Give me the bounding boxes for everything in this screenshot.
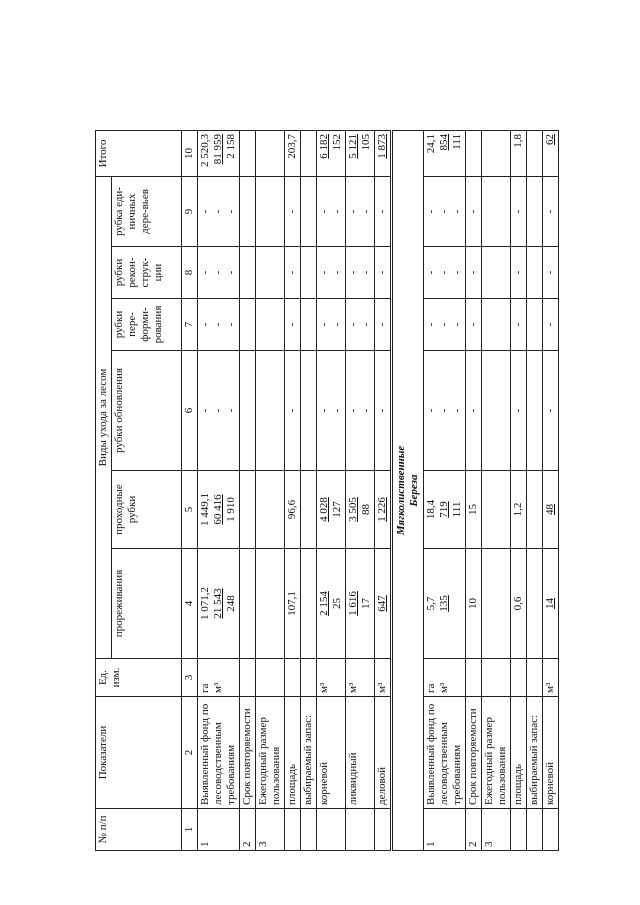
cell-col5: 1 449,1 60 416 1 910 bbox=[198, 471, 240, 549]
colnum: 3 bbox=[182, 659, 198, 697]
cell-col7: - bbox=[466, 299, 482, 351]
cell-col4: 10 bbox=[466, 549, 482, 659]
table-row bbox=[346, 131, 375, 851]
row-name: Ежегодный размер пользования bbox=[482, 697, 511, 809]
cell-col9: - - bbox=[346, 177, 375, 247]
row-name: корневой bbox=[543, 697, 559, 809]
cell-col8: - bbox=[466, 247, 482, 299]
table-row bbox=[424, 131, 466, 851]
cell-col4: 5,7 135 bbox=[424, 549, 466, 659]
colnum: 7 bbox=[182, 299, 198, 351]
cell-col9: - bbox=[466, 177, 482, 247]
row-unit bbox=[198, 659, 240, 697]
row-name: площадь bbox=[511, 697, 527, 809]
cell-col8: - - bbox=[317, 247, 346, 299]
cell-col5: 15 bbox=[466, 471, 482, 549]
table-row bbox=[317, 131, 346, 851]
cell-total: 5 121 105 bbox=[346, 131, 375, 177]
cell-col4: 1 616 17 bbox=[346, 549, 375, 659]
cell-col4: 0,6 bbox=[511, 549, 527, 659]
header-unit: Ед. изм. bbox=[96, 659, 182, 697]
cell-col9: - - - bbox=[424, 177, 466, 247]
cell-total: 62 bbox=[543, 131, 559, 177]
column-number-row bbox=[182, 131, 198, 851]
cell-col6: - bbox=[466, 351, 482, 471]
cell-col9: - bbox=[375, 177, 392, 247]
header-col9: рубка еди-ничных дере-вьев bbox=[112, 177, 182, 247]
header-col4: прореживания bbox=[112, 549, 182, 659]
cell-col5: 18,4 719 111 bbox=[424, 471, 466, 549]
cell-col6: - bbox=[375, 351, 392, 471]
row-num: 1 bbox=[424, 809, 466, 851]
cell-col7: - - bbox=[317, 299, 346, 351]
cell-col9: - bbox=[543, 177, 559, 247]
table-row bbox=[482, 131, 511, 851]
cell-col6: - - - bbox=[424, 351, 466, 471]
cell-total: 24,1 854 111 bbox=[424, 131, 466, 177]
table-row bbox=[301, 131, 317, 851]
header-col8: рубки рекон-струк-ции bbox=[112, 247, 182, 299]
header-col5: проходные рубки bbox=[112, 471, 182, 549]
table-row bbox=[256, 131, 285, 851]
row-name: Ежегодный размер пользования bbox=[256, 697, 285, 809]
cell-col8: - bbox=[511, 247, 527, 299]
row-name: корневой bbox=[317, 697, 346, 809]
cell-col9: - bbox=[285, 177, 301, 247]
row-name: Выявленный фонд по лесоводственным требованиям bbox=[424, 697, 466, 809]
cell-col6: - - - bbox=[198, 351, 240, 471]
cell-total: 6 182 152 bbox=[317, 131, 346, 177]
cell-col7: - bbox=[375, 299, 392, 351]
unit-m3: м³ bbox=[212, 682, 224, 693]
cell-col4: 2 154 25 bbox=[317, 549, 346, 659]
cell-col6: - - bbox=[346, 351, 375, 471]
colnum: 4 bbox=[182, 549, 198, 659]
cell-col8: - bbox=[543, 247, 559, 299]
section-subtitle-text: Береза bbox=[408, 474, 420, 507]
section-header-row bbox=[392, 131, 424, 851]
cell-col5: 4 028 127 bbox=[317, 471, 346, 549]
cell-col6: - bbox=[543, 351, 559, 471]
header-care-types: Виды ухода за лесом bbox=[96, 177, 112, 659]
table-row bbox=[527, 131, 543, 851]
cell-col6: - - bbox=[317, 351, 346, 471]
cell-col7: - - bbox=[346, 299, 375, 351]
row-unit: га м³ bbox=[424, 659, 466, 697]
row-unit: м³ bbox=[317, 659, 346, 697]
header-row-1 bbox=[96, 131, 112, 851]
header-indicators: Показатели bbox=[96, 697, 182, 809]
colnum: 8 bbox=[182, 247, 198, 299]
cell-col7: - - - bbox=[198, 299, 240, 351]
table-row bbox=[285, 131, 301, 851]
cell-col9: - - - bbox=[198, 177, 240, 247]
cell-total: 1,8 bbox=[511, 131, 527, 177]
row-name: площадь bbox=[285, 697, 301, 809]
cell-total: 2 520,3 81 959 2 158 bbox=[198, 131, 240, 177]
row-name: выбираемый запас: bbox=[527, 697, 543, 809]
cell-col4: 14 bbox=[543, 549, 559, 659]
cell-col7: - bbox=[511, 299, 527, 351]
cell-col5: 48 bbox=[543, 471, 559, 549]
table-row bbox=[466, 131, 482, 851]
row-unit: м³ bbox=[346, 659, 375, 697]
row-name: Срок повторяемости bbox=[466, 697, 482, 809]
row-name: выбираемый запас: bbox=[301, 697, 317, 809]
row-name: деловой bbox=[375, 697, 392, 809]
row-num: 1 bbox=[198, 809, 240, 851]
header-col6: рубки обновления bbox=[112, 351, 182, 471]
row-num: 2 bbox=[466, 809, 482, 851]
forest-care-table bbox=[95, 130, 559, 851]
row-unit: м³ bbox=[543, 659, 559, 697]
cell-col5: 1 226 bbox=[375, 471, 392, 549]
cell-col9: - bbox=[511, 177, 527, 247]
cell-col6: - bbox=[511, 351, 527, 471]
cell-col5: 3 505 88 bbox=[346, 471, 375, 549]
cell-col4: 1 071,2 21 543 248 bbox=[198, 549, 240, 659]
cell-col4: 647 bbox=[375, 549, 392, 659]
table-row bbox=[375, 131, 392, 851]
table-row bbox=[543, 131, 559, 851]
row-num: 2 bbox=[240, 809, 256, 851]
header-col7: рубки пере-форми-рования bbox=[112, 299, 182, 351]
section-title bbox=[392, 131, 424, 851]
cell-total: 203,7 bbox=[285, 131, 301, 177]
cell-col8: - bbox=[285, 247, 301, 299]
header-total: Итого bbox=[96, 131, 182, 177]
table-row bbox=[240, 131, 256, 851]
table-row bbox=[198, 131, 240, 851]
colnum: 9 bbox=[182, 177, 198, 247]
cell-col7: - bbox=[543, 299, 559, 351]
cell-col8: - - - bbox=[198, 247, 240, 299]
colnum: 1 bbox=[182, 809, 198, 851]
row-name: Срок повторяемости bbox=[240, 697, 256, 809]
table-row bbox=[511, 131, 527, 851]
cell-col7: - bbox=[285, 299, 301, 351]
cell-col6: - bbox=[285, 351, 301, 471]
cell-col5: 1,2 bbox=[511, 471, 527, 549]
header-num: № п/п bbox=[96, 809, 182, 851]
cell-col9: - - bbox=[317, 177, 346, 247]
unit-ha: га bbox=[199, 683, 211, 693]
row-num: 3 bbox=[482, 809, 511, 851]
row-name: Выявленный фонд по лесоводственным требованиям bbox=[198, 697, 240, 809]
colnum: 10 bbox=[182, 131, 198, 177]
section-title-text: Мягколиственные bbox=[395, 445, 407, 536]
row-unit: м³ bbox=[375, 659, 392, 697]
cell-col8: - - - bbox=[424, 247, 466, 299]
colnum: 6 bbox=[182, 351, 198, 471]
cell-total: 1 873 bbox=[375, 131, 392, 177]
cell-col7: - - - bbox=[424, 299, 466, 351]
cell-col8: - bbox=[375, 247, 392, 299]
cell-col8: - - bbox=[346, 247, 375, 299]
cell-col5: 96,6 bbox=[285, 471, 301, 549]
row-name: ликвидный bbox=[346, 697, 375, 809]
colnum: 5 bbox=[182, 471, 198, 549]
cell-col4: 107,1 bbox=[285, 549, 301, 659]
row-num: 3 bbox=[256, 809, 285, 851]
colnum: 2 bbox=[182, 697, 198, 809]
